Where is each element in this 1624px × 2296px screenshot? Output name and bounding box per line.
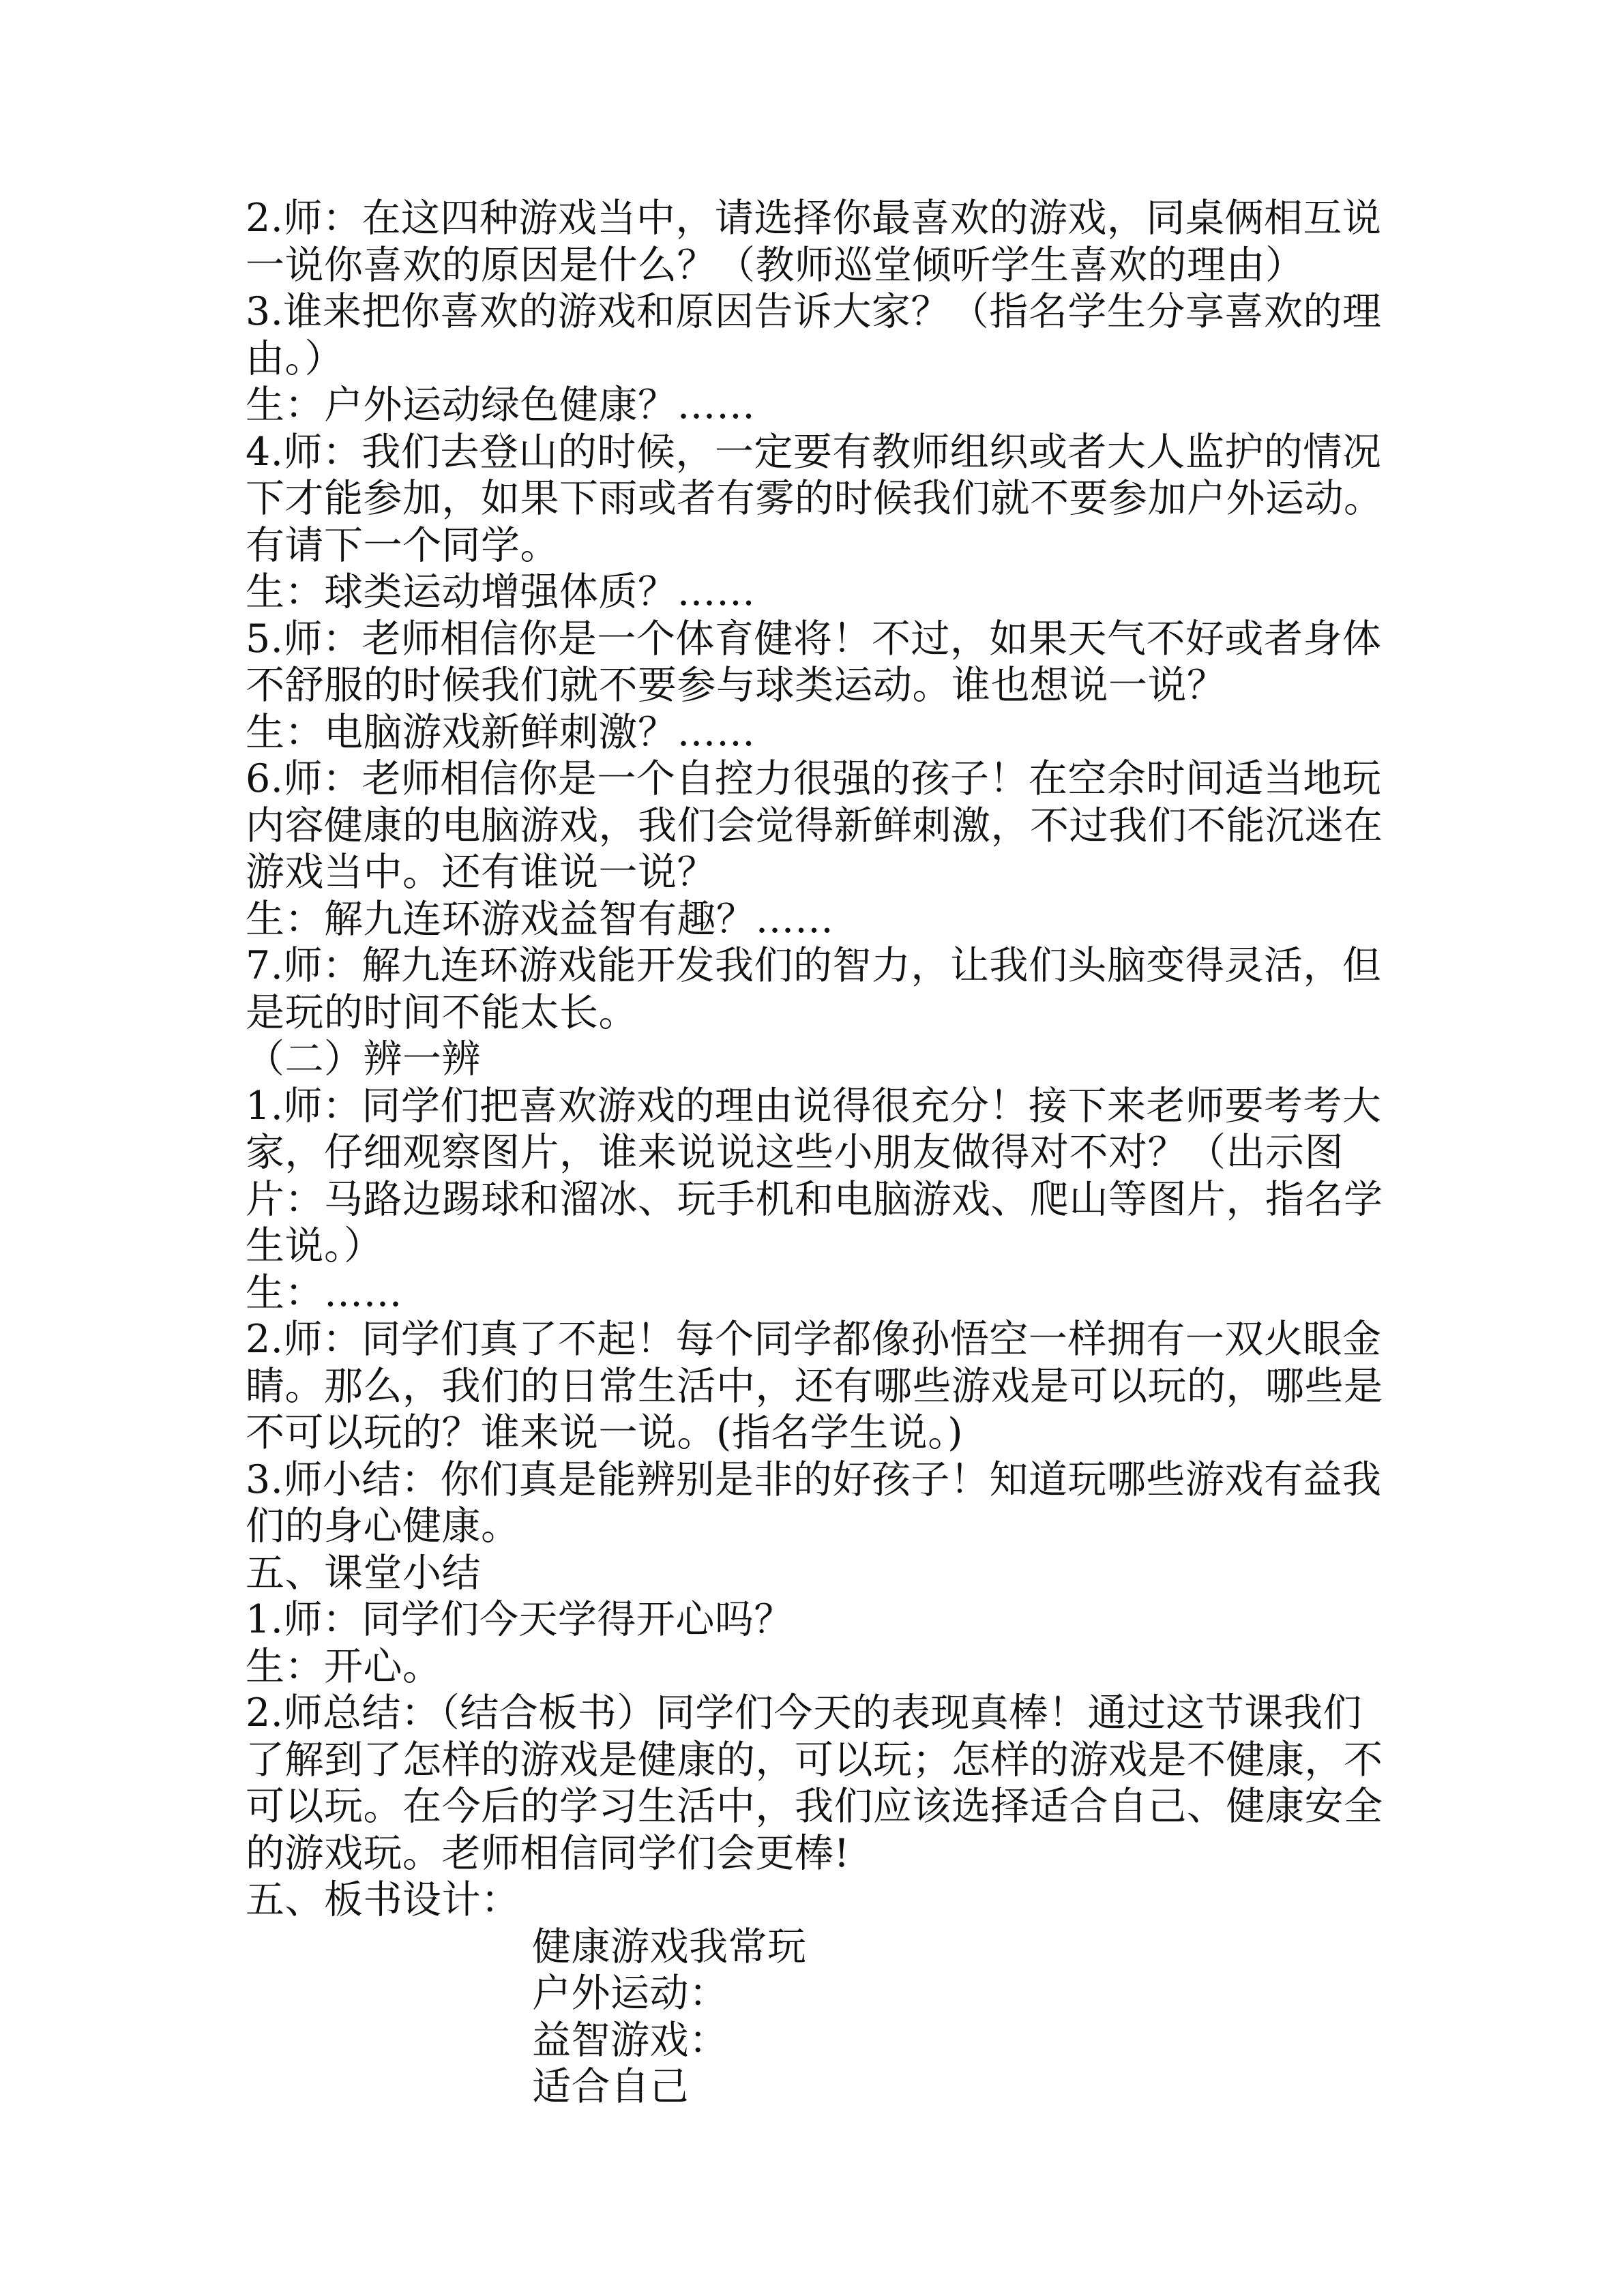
text-line: 家，仔细观察图片，谁来说说这些小朋友做得对不对？（出示图 [246,1130,1344,1175]
text-line: 一说你喜欢的原因是什么？（教师巡堂倾听学生喜欢的理由） [246,242,1305,288]
board-design-item: 适合自己 [532,2064,689,2109]
text-line: 生：电脑游戏新鲜刺激？…… [246,709,756,755]
text-line: 生：开心。 [246,1643,442,1689]
board-design-title: 健康游戏我常玩 [532,1924,807,1969]
text-line: 由。） [246,336,344,381]
text-line: 是玩的时间不能太长。 [246,989,638,1035]
text-line: 1.师：同学们今天学得开心吗？ [246,1597,793,1642]
text-line: 2.师总结：（结合板书）同学们今天的表现真棒！通过这节课我们 [246,1690,1362,1735]
text-line: 生：…… [246,1270,402,1315]
text-line: 生：户外运动绿色健康？…… [246,383,756,428]
text-line: 1.师：同学们把喜欢游戏的理由说得很充分！接下来老师要考考大 [246,1083,1382,1129]
text-line: 2.师：在这四种游戏当中，请选择你最喜欢的游戏，同桌俩相互说 [246,196,1382,241]
text-line: 不舒服的时候我们就不要参与球类运动。谁也想说一说？ [246,663,1226,708]
text-line: 游戏当中。还有谁说一说？ [246,850,716,895]
document-body [246,195,1383,2111]
text-line: 3.谁来把你喜欢的游戏和原因告诉大家？（指名学生分享喜欢的理 [246,289,1382,334]
text-line: 内容健康的电脑游戏，我们会觉得新鲜刺激，不过我们不能沉迷在 [246,803,1383,848]
board-design-item: 户外运动： [532,1971,728,2016]
text-line: 有请下一个同学。 [246,522,559,568]
text-line: 生：球类运动增强体质？…… [246,569,756,614]
text-line: 睛。那么，我们的日常生活中，还有哪些游戏是可以玩的，哪些是 [246,1363,1383,1409]
text-line: 可以玩。在今后的学习生活中，我们应该选择适合自己、健康安全 [246,1784,1383,1829]
text-line: 4.师：我们去登山的时候，一定要有教师组织或者大人监护的情况 [246,429,1382,475]
text-line: 7.师：解九连环游戏能开发我们的智力，让我们头脑变得灵活，但 [246,943,1382,988]
text-line: 生说。） [246,1223,383,1268]
text-line: 片：马路边踢球和溜冰、玩手机和电脑游戏、爬山等图片，指名学 [246,1176,1383,1222]
text-line: 5.师：老师相信你是一个体育健将！不过，如果天气不好或者身体 [246,616,1382,661]
text-line: 不可以玩的？谁来说一说。(指名学生说。) [246,1410,963,1455]
text-line: 6.师：老师相信你是一个自控力很强的孩子！在空余时间适当地玩 [246,756,1382,801]
board-design-item: 益智游戏： [532,2017,728,2063]
text-line: 了解到了怎样的游戏是健康的，可以玩；怎样的游戏是不健康，不 [246,1737,1383,1783]
text-line: 3.师小结：你们真是能辨别是非的好孩子！知道玩哪些游戏有益我 [246,1457,1382,1502]
text-line: 们的身心健康。 [246,1504,520,1549]
text-line: 生：解九连环游戏益智有趣？…… [246,896,834,942]
section-heading: 五、板书设计： [246,1877,520,1922]
text-line: 下才能参加，如果下雨或者有雾的时候我们就不要参加户外运动。 [246,476,1383,521]
text-line: 的游戏玩。老师相信同学们会更棒! [246,1830,850,1876]
text-line: 2.师：同学们真了不起！每个同学都像孙悟空一样拥有一双火眼金 [246,1317,1382,1362]
section-heading: （二）辨一辨 [246,1037,481,1082]
section-heading: 五、课堂小结 [246,1550,481,1596]
